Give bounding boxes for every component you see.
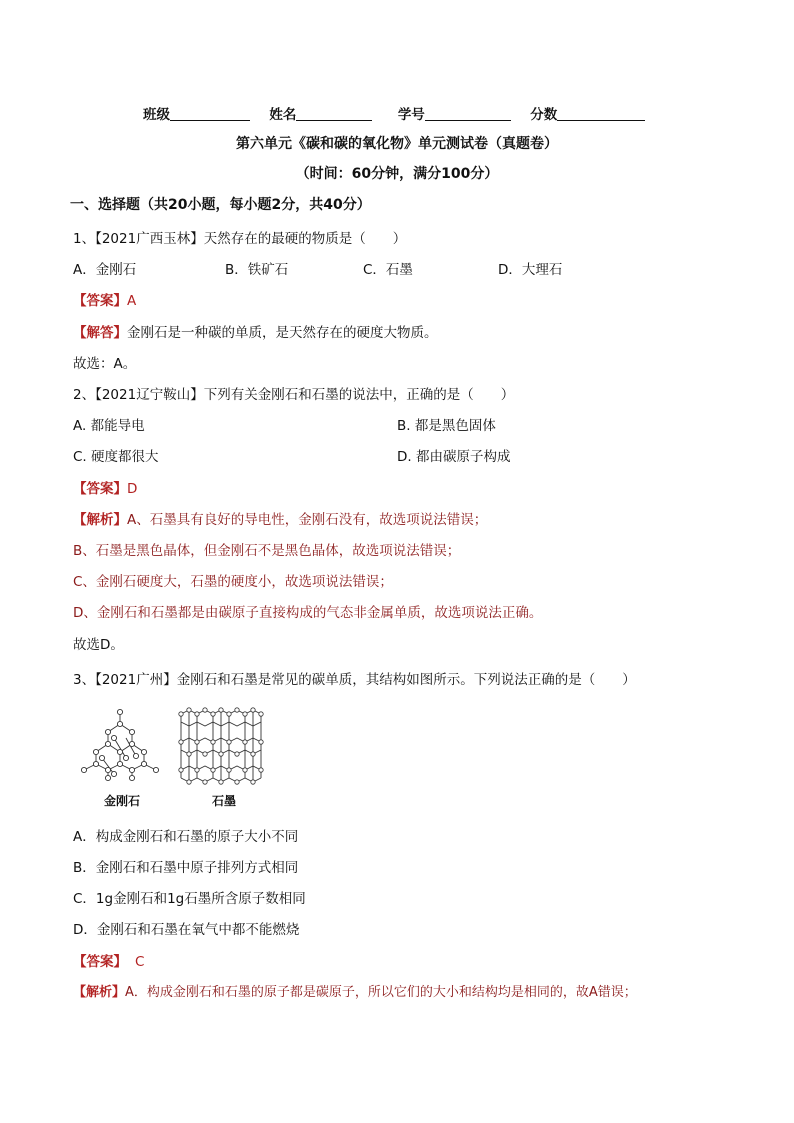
q3-option-d: D．金刚石和石墨在氧气中都不能燃烧 bbox=[73, 922, 300, 938]
score-blank[interactable] bbox=[557, 106, 645, 121]
diamond-caption: 金刚石 bbox=[104, 794, 141, 808]
q2-explain-line-1 bbox=[73, 508, 487, 528]
section-heading: 一、选择题（共20小题，每小题2分，共40分） bbox=[70, 197, 371, 213]
id-blank[interactable] bbox=[425, 106, 511, 121]
q1-option-c: C．石墨 bbox=[363, 262, 413, 278]
page-title: 第六单元《碳和碳的氧化物》单元测试卷（真题卷） bbox=[236, 136, 558, 152]
answer-tag: 【答案】 bbox=[73, 954, 127, 970]
id-label: 学号 bbox=[397, 107, 425, 123]
q2-option-c: C. 硬度都很大 bbox=[73, 449, 159, 465]
q1-answer bbox=[73, 289, 136, 309]
explain-tag: 【解析】 bbox=[73, 512, 127, 528]
q3-option-c: C．1g金刚石和1g石墨所含原子数相同 bbox=[73, 891, 306, 907]
q1-conclusion: 故选：A。 bbox=[73, 356, 137, 372]
explain-text: A、石墨具有良好的导电性，金刚石没有，故选项说法错误； bbox=[127, 512, 488, 528]
explain-tag: 【解析】 bbox=[73, 985, 126, 1000]
answer-value: C bbox=[135, 954, 145, 970]
name-label: 姓名 bbox=[269, 107, 297, 123]
page-subtitle: （时间：60分钟，满分100分） bbox=[295, 166, 499, 182]
q2-option-d: D. 都由碳原子构成 bbox=[397, 449, 511, 465]
q2-option-b: B. 都是黑色固体 bbox=[397, 418, 496, 434]
q3-stem: 3、【2021广州】金刚石和石墨是常见的碳单质，其结构如图所示。下列说法正确的是（ ） bbox=[73, 672, 636, 688]
q2-explain-line-3: C、金刚石硬度大，石墨的硬度小，故选项说法错误； bbox=[73, 574, 393, 590]
student-info-line bbox=[143, 103, 645, 123]
answer-tag: 【答案】 bbox=[73, 293, 127, 309]
q2-stem: 2、【2021辽宁鞍山】下列有关金刚石和石墨的说法中，正确的是（ ） bbox=[73, 387, 515, 403]
score-label: 分数 bbox=[530, 107, 558, 123]
answer-value: D bbox=[127, 481, 138, 497]
q2-conclusion: 故选D。 bbox=[73, 637, 124, 653]
q2-option-a: A. 都能导电 bbox=[73, 418, 145, 434]
graphite-structure-figure bbox=[175, 706, 267, 786]
name-blank[interactable] bbox=[296, 106, 372, 121]
q2-explain-line-2: B、石墨是黑色晶体，但金刚石不是黑色晶体，故选项说法错误； bbox=[73, 543, 461, 559]
explain-text: 金刚石是一种碳的单质，是天然存在的硬度大物质。 bbox=[127, 325, 438, 341]
q2-explain-line-4: D、金刚石和石墨都是由碳原子直接构成的气态非金属单质，故选项说法正确。 bbox=[73, 605, 543, 621]
answer-tag: 【答案】 bbox=[73, 481, 127, 497]
q1-option-d: D．大理石 bbox=[498, 262, 563, 278]
q3-option-b: B．金刚石和石墨中原子排列方式相同 bbox=[73, 860, 299, 876]
q1-explain bbox=[73, 321, 438, 341]
class-label: 班级 bbox=[143, 107, 170, 123]
diamond-structure-figure bbox=[76, 708, 166, 788]
graphite-caption: 石墨 bbox=[212, 794, 237, 808]
q3-answer bbox=[73, 950, 144, 970]
q2-answer bbox=[73, 477, 137, 497]
q1-stem: 1、【2021广西玉林】天然存在的最硬的物质是（ ） bbox=[73, 231, 407, 247]
explain-tag: 【解答】 bbox=[73, 325, 127, 341]
explain-text: A．构成金刚石和石墨的原子都是碳原子，所以它们的大小和结构均是相同的，故A错误； bbox=[125, 985, 637, 1000]
q3-explain bbox=[73, 981, 637, 1000]
q1-option-b: B．铁矿石 bbox=[225, 262, 289, 278]
class-blank[interactable] bbox=[170, 106, 250, 121]
q3-option-a: A．构成金刚石和石墨的原子大小不同 bbox=[73, 829, 299, 845]
answer-value: A bbox=[127, 293, 137, 309]
q1-option-a: A．金刚石 bbox=[73, 262, 137, 278]
